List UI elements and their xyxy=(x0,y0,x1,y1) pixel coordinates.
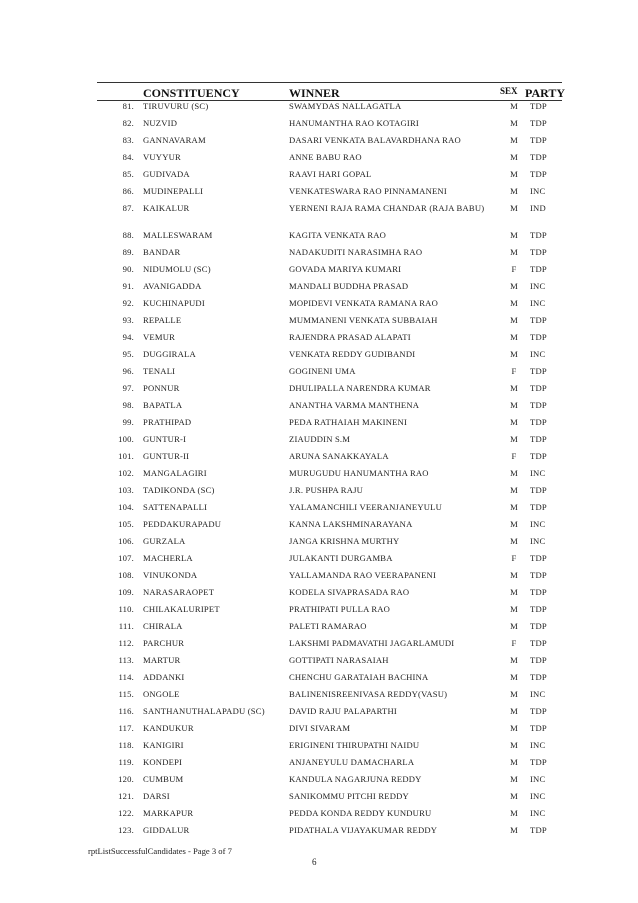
row-number: 95. xyxy=(122,349,134,359)
row-number: 110. xyxy=(118,604,134,614)
table-row xyxy=(0,468,638,485)
winner-cell: HANUMANTHA RAO KOTAGIRI xyxy=(289,118,419,128)
row-number: 105. xyxy=(118,519,134,529)
sex-cell: M xyxy=(510,434,518,444)
row-number: 99. xyxy=(122,417,134,427)
party-cell: TDP xyxy=(530,723,547,733)
winner-cell: MANDALI BUDDHA PRASAD xyxy=(289,281,409,291)
constituency-cell: MARTUR xyxy=(143,655,181,665)
sex-cell: M xyxy=(510,332,518,342)
constituency-cell: SATTENAPALLI xyxy=(143,502,208,512)
party-cell: TDP xyxy=(530,502,547,512)
sex-cell: M xyxy=(510,349,518,359)
winner-cell: MURUGUDU HANUMANTHA RAO xyxy=(289,468,429,478)
sex-cell: M xyxy=(510,169,518,179)
party-cell: TDP xyxy=(530,604,547,614)
table-row xyxy=(0,400,638,417)
row-number: 89. xyxy=(122,247,134,257)
row-number: 104. xyxy=(118,502,134,512)
party-cell: TDP xyxy=(530,383,547,393)
row-number: 102. xyxy=(118,468,134,478)
sex-cell: M xyxy=(510,655,518,665)
winner-cell: DAVID RAJU PALAPARTHI xyxy=(289,706,397,716)
sex-cell: M xyxy=(510,825,518,835)
winner-cell: LAKSHMI PADMAVATHI JAGARLAMUDI xyxy=(289,638,455,648)
winner-cell: CHENCHU GARATAIAH BACHINA xyxy=(289,672,429,682)
table-row xyxy=(0,169,638,186)
party-cell: TDP xyxy=(530,366,547,376)
party-cell: TDP xyxy=(530,247,547,257)
party-cell: INC xyxy=(530,689,546,699)
party-cell: INC xyxy=(530,186,546,196)
sex-cell: M xyxy=(510,587,518,597)
party-cell: TDP xyxy=(530,825,547,835)
party-cell: TDP xyxy=(530,570,547,580)
sex-cell: M xyxy=(510,706,518,716)
table-row xyxy=(0,604,638,621)
header-party: PARTY xyxy=(525,86,566,100)
party-cell: TDP xyxy=(530,417,547,427)
table-row xyxy=(0,135,638,152)
constituency-cell: KUCHINAPUDI xyxy=(143,298,205,308)
winner-cell: ARUNA SANAKKAYALA xyxy=(289,451,389,461)
table-row xyxy=(0,825,638,842)
party-cell: TDP xyxy=(530,315,547,325)
page-number: 6 xyxy=(312,857,317,867)
constituency-cell: GIDDALUR xyxy=(143,825,190,835)
winner-cell: VENKATESWARA RAO PINNAMANENI xyxy=(289,186,447,196)
winner-cell: J.R. PUSHPA RAJU xyxy=(289,485,364,495)
winner-cell: GOGINENI UMA xyxy=(289,366,356,376)
sex-cell: M xyxy=(510,400,518,410)
row-number: 81. xyxy=(122,101,134,111)
row-number: 96. xyxy=(122,366,134,376)
row-number: 108. xyxy=(118,570,134,580)
winner-cell: VENKATA REDDY GUDIBANDI xyxy=(289,349,416,359)
constituency-cell: TENALI xyxy=(143,366,176,376)
row-number: 123. xyxy=(118,825,134,835)
row-number: 101. xyxy=(118,451,134,461)
constituency-cell: GANNAVARAM xyxy=(143,135,206,145)
sex-cell: M xyxy=(510,570,518,580)
sex-cell: M xyxy=(510,808,518,818)
row-number: 117. xyxy=(118,723,134,733)
table-row xyxy=(0,502,638,519)
table-row xyxy=(0,118,638,135)
sex-cell: M xyxy=(510,203,518,213)
constituency-cell: VUYYUR xyxy=(143,152,181,162)
constituency-cell: KONDEPI xyxy=(143,757,183,767)
winner-cell: DHULIPALLA NARENDRA KUMAR xyxy=(289,383,431,393)
constituency-cell: NUZVID xyxy=(143,118,178,128)
table-row xyxy=(0,349,638,366)
report-footer: rptListSuccessfulCandidates - Page 3 of 7 xyxy=(88,846,232,856)
table-row xyxy=(0,332,638,349)
constituency-cell: MALLESWARAM xyxy=(143,230,213,240)
party-cell: INC xyxy=(530,349,546,359)
table-row xyxy=(0,570,638,587)
sex-cell: M xyxy=(510,485,518,495)
row-number: 118. xyxy=(118,740,134,750)
party-cell: INC xyxy=(530,536,546,546)
party-cell: TDP xyxy=(530,230,547,240)
constituency-cell: CHILAKALURIPET xyxy=(143,604,220,614)
winner-cell: PRATHIPATI PULLA RAO xyxy=(289,604,391,614)
constituency-cell: PONNUR xyxy=(143,383,180,393)
party-cell: TDP xyxy=(530,621,547,631)
table-row xyxy=(0,281,638,298)
winner-cell: GOVADA MARIYA KUMARI xyxy=(289,264,402,274)
party-cell: TDP xyxy=(530,332,547,342)
party-cell: TDP xyxy=(530,757,547,767)
table-row xyxy=(0,247,638,264)
row-number: 109. xyxy=(118,587,134,597)
table-row xyxy=(0,230,638,247)
sex-cell: F xyxy=(511,553,517,563)
sex-cell: M xyxy=(510,135,518,145)
constituency-cell: NIDUMOLU (SC) xyxy=(143,264,211,274)
winner-cell: SWAMYDAS NALLAGATLA xyxy=(289,101,402,111)
row-number: 92. xyxy=(122,298,134,308)
row-number: 103. xyxy=(118,485,134,495)
constituency-cell: BAPATLA xyxy=(143,400,183,410)
winner-cell: YERNENI RAJA RAMA CHANDAR (RAJA BABU) xyxy=(289,203,485,213)
table-row xyxy=(0,706,638,723)
row-number: 113. xyxy=(118,655,134,665)
header-winner: WINNER xyxy=(289,86,340,100)
table-row xyxy=(0,152,638,169)
party-cell: IND xyxy=(530,203,546,213)
sex-cell: M xyxy=(510,519,518,529)
table-row xyxy=(0,203,638,230)
row-number: 91. xyxy=(122,281,134,291)
party-cell: TDP xyxy=(530,485,547,495)
constituency-cell: TIRUVURU (SC) xyxy=(143,101,209,111)
constituency-cell: VEMUR xyxy=(143,332,176,342)
row-number: 111. xyxy=(118,621,134,631)
table-row xyxy=(0,186,638,203)
constituency-cell: VINUKONDA xyxy=(143,570,198,580)
party-cell: TDP xyxy=(530,169,547,179)
sex-cell: M xyxy=(510,315,518,325)
row-number: 90. xyxy=(122,264,134,274)
row-number: 93. xyxy=(122,315,134,325)
sex-cell: M xyxy=(510,791,518,801)
winner-cell: KAGITA VENKATA RAO xyxy=(289,230,387,240)
party-cell: TDP xyxy=(530,118,547,128)
party-cell: INC xyxy=(530,468,546,478)
party-cell: INC xyxy=(530,791,546,801)
constituency-cell: PEDDAKURAPADU xyxy=(143,519,222,529)
constituency-cell: MARKAPUR xyxy=(143,808,194,818)
sex-cell: M xyxy=(510,417,518,427)
winner-cell: MOPIDEVI VENKATA RAMANA RAO xyxy=(289,298,438,308)
winner-cell: SANIKOMMU PITCHI REDDY xyxy=(289,791,409,801)
row-number: 122. xyxy=(118,808,134,818)
party-cell: TDP xyxy=(530,553,547,563)
constituency-cell: KANIGIRI xyxy=(143,740,184,750)
table-row xyxy=(0,655,638,672)
row-number: 85. xyxy=(122,169,134,179)
row-number: 112. xyxy=(118,638,134,648)
results-table xyxy=(0,101,638,842)
sex-cell: F xyxy=(511,451,517,461)
row-number: 119. xyxy=(118,757,134,767)
party-cell: INC xyxy=(530,281,546,291)
winner-cell: JULAKANTI DURGAMBA xyxy=(289,553,393,563)
table-row xyxy=(0,434,638,451)
sex-cell: M xyxy=(510,186,518,196)
winner-cell: MUMMANENI VENKATA SUBBAIAH xyxy=(289,315,438,325)
party-cell: TDP xyxy=(530,135,547,145)
constituency-cell: GUNTUR-II xyxy=(143,451,190,461)
party-cell: INC xyxy=(530,740,546,750)
table-row xyxy=(0,298,638,315)
party-cell: TDP xyxy=(530,706,547,716)
table-row xyxy=(0,417,638,434)
sex-cell: M xyxy=(510,247,518,257)
winner-cell: YALAMANCHILI VEERANJANEYULU xyxy=(289,502,442,512)
sex-cell: M xyxy=(510,101,518,111)
winner-cell: BALINENISREENIVASA REDDY(VASU) xyxy=(289,689,448,699)
sex-cell: M xyxy=(510,298,518,308)
row-number: 98. xyxy=(122,400,134,410)
party-cell: TDP xyxy=(530,655,547,665)
row-number: 121. xyxy=(118,791,134,801)
table-row xyxy=(0,383,638,400)
table-row xyxy=(0,485,638,502)
party-cell: TDP xyxy=(530,451,547,461)
constituency-cell: PARCHUR xyxy=(143,638,185,648)
winner-cell: PALETI RAMARAO xyxy=(289,621,367,631)
constituency-cell: AVANIGADDA xyxy=(143,281,202,291)
sex-cell: M xyxy=(510,740,518,750)
party-cell: TDP xyxy=(530,434,547,444)
row-number: 83. xyxy=(122,135,134,145)
row-number: 88. xyxy=(122,230,134,240)
table-row xyxy=(0,774,638,791)
row-number: 86. xyxy=(122,186,134,196)
winner-cell: ERIGINENI THIRUPATHI NAIDU xyxy=(289,740,420,750)
party-cell: INC xyxy=(530,808,546,818)
winner-cell: YALLAMANDA RAO VEERAPANENI xyxy=(289,570,437,580)
constituency-cell: NARASARAOPET xyxy=(143,587,215,597)
party-cell: TDP xyxy=(530,587,547,597)
constituency-cell: CHIRALA xyxy=(143,621,183,631)
row-number: 120. xyxy=(118,774,134,784)
table-row xyxy=(0,587,638,604)
party-cell: INC xyxy=(530,298,546,308)
sex-cell: M xyxy=(510,536,518,546)
row-number: 106. xyxy=(118,536,134,546)
party-cell: TDP xyxy=(530,672,547,682)
sex-cell: F xyxy=(511,638,517,648)
row-number: 116. xyxy=(118,706,134,716)
sex-cell: M xyxy=(510,281,518,291)
row-number: 100. xyxy=(118,434,134,444)
row-number: 97. xyxy=(122,383,134,393)
constituency-cell: TADIKONDA (SC) xyxy=(143,485,215,495)
table-row xyxy=(0,101,638,118)
sex-cell: M xyxy=(510,383,518,393)
sex-cell: M xyxy=(510,774,518,784)
row-number: 115. xyxy=(118,689,134,699)
constituency-cell: KANDUKUR xyxy=(143,723,194,733)
table-row xyxy=(0,264,638,281)
winner-cell: ANJANEYULU DAMACHARLA xyxy=(289,757,415,767)
table-row xyxy=(0,757,638,774)
header-sex: SEX xyxy=(500,86,518,96)
winner-cell: KANNA LAKSHMINARAYANA xyxy=(289,519,413,529)
sex-cell: M xyxy=(510,230,518,240)
table-row xyxy=(0,451,638,468)
party-cell: TDP xyxy=(530,152,547,162)
party-cell: INC xyxy=(530,519,546,529)
party-cell: TDP xyxy=(530,264,547,274)
constituency-cell: GUDIVADA xyxy=(143,169,190,179)
sex-cell: M xyxy=(510,757,518,767)
party-cell: TDP xyxy=(530,101,547,111)
table-row xyxy=(0,519,638,536)
sex-cell: M xyxy=(510,689,518,699)
winner-cell: KANDULA NAGARJUNA REDDY xyxy=(289,774,422,784)
header-top-rule xyxy=(97,82,562,83)
row-number: 94. xyxy=(122,332,134,342)
sex-cell: M xyxy=(510,723,518,733)
winner-cell: PEDA RATHAIAH MAKINENI xyxy=(289,417,408,427)
row-number: 114. xyxy=(118,672,134,682)
sex-cell: F xyxy=(511,264,517,274)
constituency-cell: DUGGIRALA xyxy=(143,349,196,359)
sex-cell: M xyxy=(510,672,518,682)
table-row xyxy=(0,791,638,808)
constituency-cell: MACHERLA xyxy=(143,553,193,563)
winner-cell: GOTTIPATI NARASAIAH xyxy=(289,655,389,665)
sex-cell: M xyxy=(510,604,518,614)
winner-cell: ANANTHA VARMA MANTHENA xyxy=(289,400,420,410)
party-cell: INC xyxy=(530,774,546,784)
winner-cell: ANNE BABU RAO xyxy=(289,152,362,162)
constituency-cell: MANGALAGIRI xyxy=(143,468,207,478)
header-constituency: CONSTITUENCY xyxy=(143,86,240,100)
winner-cell: KODELA SIVAPRASADA RAO xyxy=(289,587,410,597)
table-row xyxy=(0,536,638,553)
table-row xyxy=(0,553,638,570)
constituency-cell: PRATHIPAD xyxy=(143,417,192,427)
row-number: 87. xyxy=(122,203,134,213)
winner-cell: RAJENDRA PRASAD ALAPATI xyxy=(289,332,411,342)
party-cell: TDP xyxy=(530,638,547,648)
winner-cell: PEDDA KONDA REDDY KUNDURU xyxy=(289,808,432,818)
winner-cell: DASARI VENKATA BALAVARDHANA RAO xyxy=(289,135,461,145)
constituency-cell: ADDANKI xyxy=(143,672,185,682)
winner-cell: ZIAUDDIN S.M xyxy=(289,434,351,444)
constituency-cell: MUDINEPALLI xyxy=(143,186,204,196)
winner-cell: RAAVI HARI GOPAL xyxy=(289,169,372,179)
sex-cell: M xyxy=(510,152,518,162)
constituency-cell: KAIKALUR xyxy=(143,203,190,213)
constituency-cell: ONGOLE xyxy=(143,689,180,699)
winner-cell: NADAKUDITI NARASIMHA RAO xyxy=(289,247,423,257)
party-cell: TDP xyxy=(530,400,547,410)
table-row xyxy=(0,366,638,383)
table-row xyxy=(0,740,638,757)
row-number: 107. xyxy=(118,553,134,563)
table-row xyxy=(0,672,638,689)
constituency-cell: REPALLE xyxy=(143,315,182,325)
table-row xyxy=(0,723,638,740)
sex-cell: M xyxy=(510,502,518,512)
constituency-cell: CUMBUM xyxy=(143,774,184,784)
constituency-cell: GURZALA xyxy=(143,536,186,546)
constituency-cell: SANTHANUTHALAPADU (SC) xyxy=(143,706,265,716)
winner-cell: JANGA KRISHNA MURTHY xyxy=(289,536,400,546)
sex-cell: M xyxy=(510,468,518,478)
constituency-cell: DARSI xyxy=(143,791,170,801)
table-row xyxy=(0,808,638,825)
constituency-cell: BANDAR xyxy=(143,247,181,257)
row-number: 82. xyxy=(122,118,134,128)
winner-cell: DIVI SIVARAM xyxy=(289,723,351,733)
winner-cell: PIDATHALA VIJAYAKUMAR REDDY xyxy=(289,825,438,835)
sex-cell: M xyxy=(510,621,518,631)
table-row xyxy=(0,689,638,706)
sex-cell: M xyxy=(510,118,518,128)
table-row xyxy=(0,621,638,638)
constituency-cell: GUNTUR-I xyxy=(143,434,187,444)
row-number: 84. xyxy=(122,152,134,162)
table-row xyxy=(0,315,638,332)
sex-cell: F xyxy=(511,366,517,376)
table-row xyxy=(0,638,638,655)
